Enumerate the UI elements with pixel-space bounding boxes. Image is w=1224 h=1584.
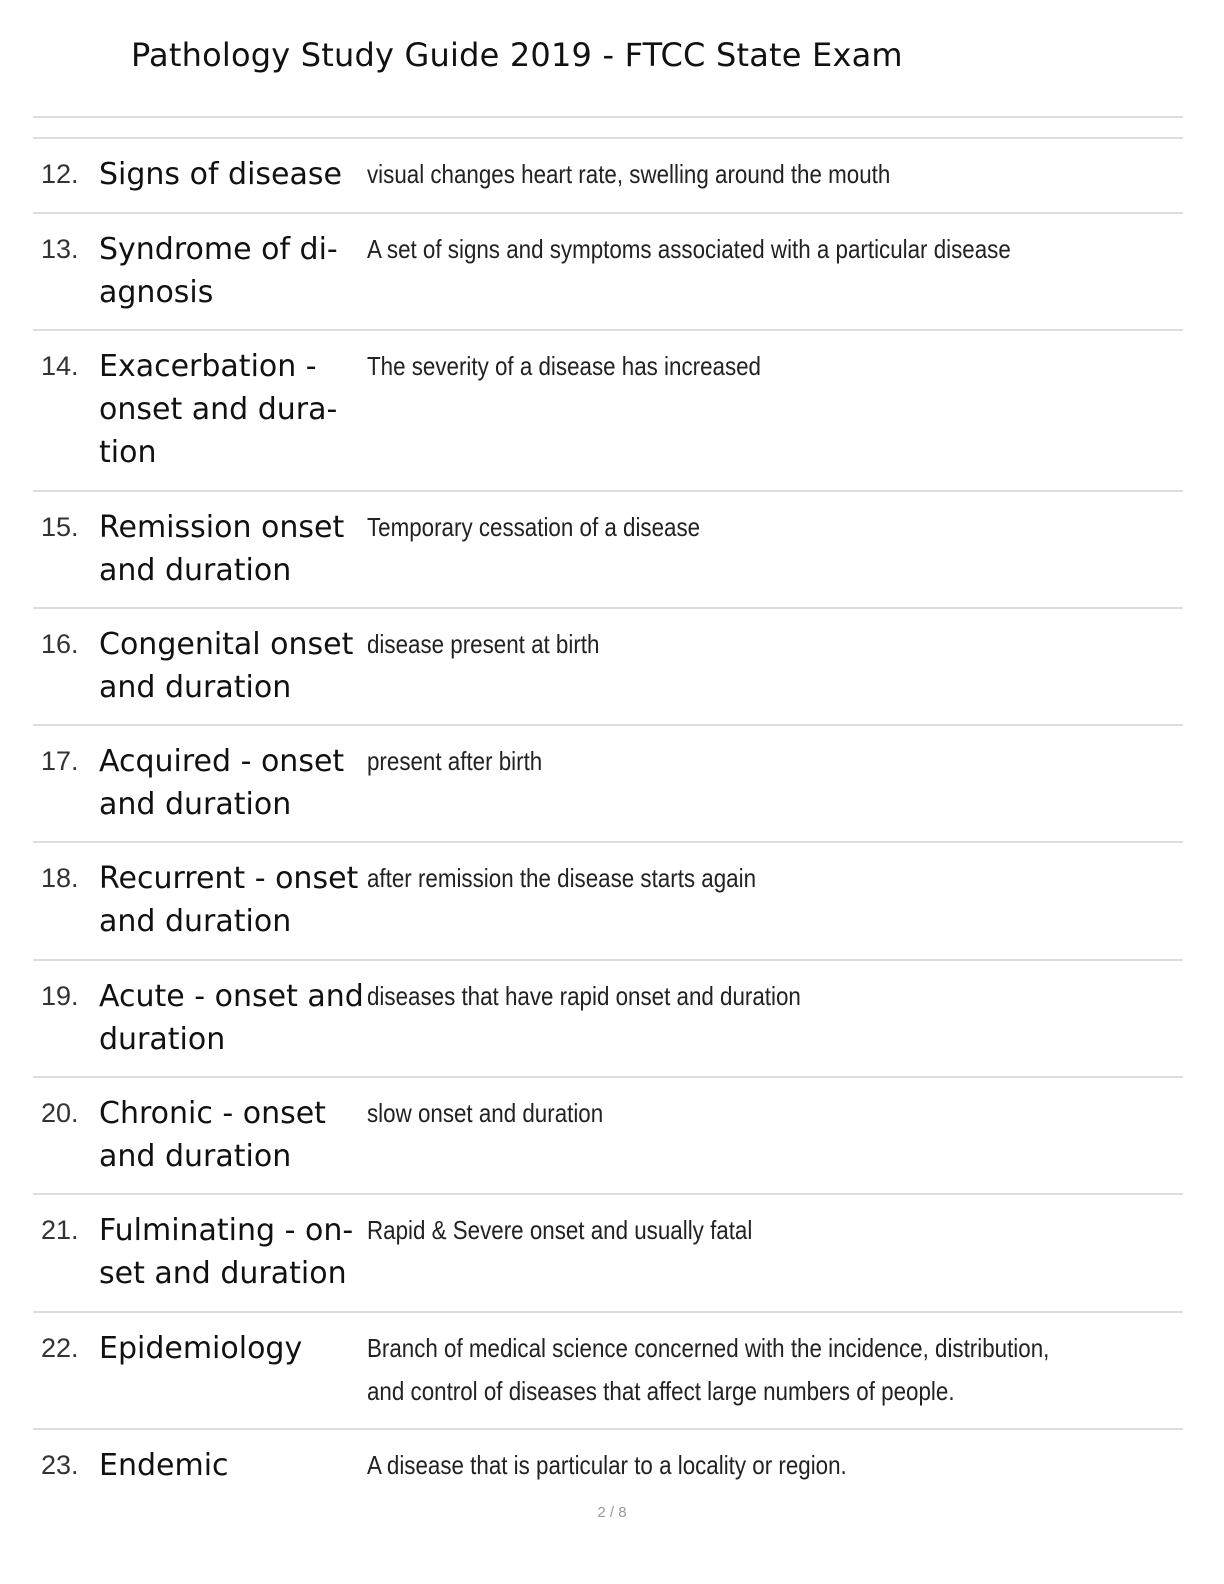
term-definition: Rapid & Severe onset and usually fatal [367,1215,753,1245]
term-number: 15. [41,512,79,542]
term-row [33,1313,1183,1430]
term-number: 13. [41,234,79,264]
term-definition: The severity of a disease has increased [367,351,762,381]
term-name: Remission onset and duration [99,510,345,588]
page-title: Pathology Study Guide 2019 - FTCC State Exam [131,36,903,74]
header-divider [33,116,1183,118]
term-number: 20. [41,1098,79,1128]
term-definition: Temporary cessation of a disease [367,512,701,542]
term-definition: A set of signs and symptoms associated with a particular disease [367,234,1011,264]
term-name: Recurrent - onset and duration [99,861,359,939]
term-definition: visual changes heart rate, swelling around the mouth [367,159,891,189]
term-name: Signs of disease [99,157,342,192]
term-number: 14. [41,351,79,381]
page-number: 2 / 8 [597,1504,627,1521]
term-row [33,843,1183,961]
term-number: 17. [41,746,79,776]
term-name: Fulminating - on- set and duration [99,1213,354,1291]
term-definition: present after birth [367,746,543,776]
term-name: Endemic [99,1448,229,1483]
term-list [33,139,1183,1500]
term-number: 21. [41,1215,79,1245]
term-number: 18. [41,863,79,893]
term-definition: after remission the disease starts again [367,863,757,893]
term-name: Congenital onset and duration [99,627,354,705]
term-row [33,1078,1183,1195]
term-definition: Branch of medical science concerned with the incidence, distribution, and control of diseases that affect large numbers of people. [367,1333,1050,1406]
term-name: Syndrome of di- agnosis [99,232,338,310]
term-number: 12. [41,159,79,189]
term-definition: diseases that have rapid onset and duration [367,981,801,1011]
term-definition: disease present at birth [367,629,600,659]
term-number: 19. [41,981,79,1011]
term-row [33,609,1183,726]
term-row [33,1195,1183,1313]
term-row [33,492,1183,609]
term-number: 16. [41,629,79,659]
term-row [33,961,1183,1078]
term-number: 22. [41,1333,79,1363]
term-name: Exacerbation - onset and dura- tion [99,349,338,470]
term-name: Epidemiology [99,1331,303,1366]
term-number: 23. [41,1450,79,1480]
term-row [33,214,1183,331]
term-name: Chronic - onset and duration [99,1096,326,1174]
term-row [33,726,1183,843]
term-row [33,1430,1183,1500]
term-name: Acute - onset and duration [99,979,364,1057]
term-definition: slow onset and duration [367,1098,604,1128]
term-definition: A disease that is particular to a locality or region. [367,1450,847,1480]
term-row [33,331,1183,492]
term-row [33,139,1183,214]
term-name: Acquired - onset and duration [99,744,345,822]
